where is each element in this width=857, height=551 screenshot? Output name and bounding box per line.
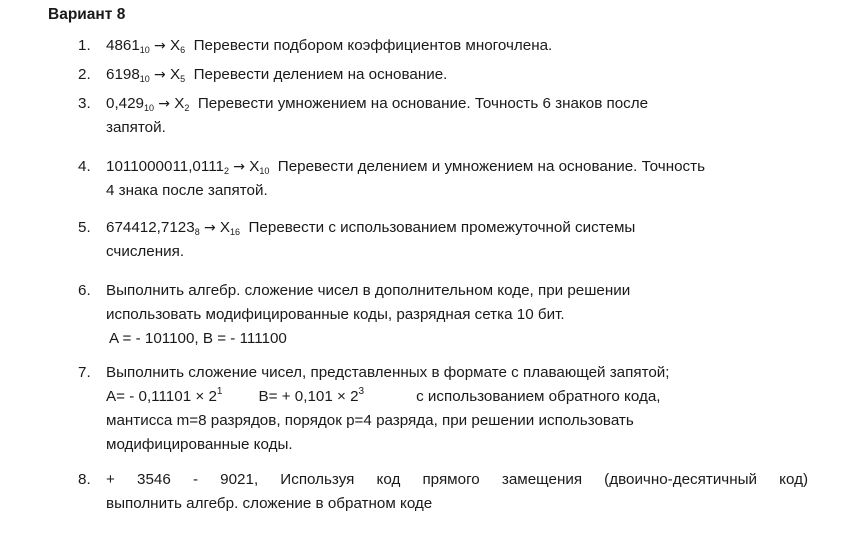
task-text-line-2: счисления. — [106, 243, 185, 260]
arrow-icon: → — [203, 220, 216, 236]
task-number: 3. — [78, 95, 91, 112]
target-symbol: X — [170, 37, 181, 54]
task-body — [106, 361, 808, 457]
task-body — [106, 63, 808, 87]
source-base: 8 — [194, 227, 200, 237]
operand-b: B= + 0,101 × 2 — [258, 388, 359, 405]
arrow-icon: → — [154, 67, 166, 83]
task-text-line-1: + 3546 - 9021, Используя код прямого замещения (двоично-десятичный код) — [106, 471, 808, 488]
task-number: 4. — [78, 158, 91, 175]
operand-a: A= - 0,11101 × 2 — [106, 388, 217, 405]
task-body — [106, 216, 808, 264]
target-symbol: X — [249, 158, 260, 175]
task-text-line-2: запятой. — [106, 119, 166, 136]
target-symbol: X — [174, 95, 185, 112]
source-value: 674412,7123 — [106, 219, 195, 236]
arrow-icon: → — [233, 159, 245, 175]
source-base: 10 — [139, 74, 150, 84]
task-text-line-2: 4 знака после запятой. — [106, 182, 268, 199]
arrow-icon: → — [158, 96, 170, 112]
target-base: 10 — [259, 166, 270, 176]
task-body — [106, 468, 808, 516]
target-symbol: X — [170, 66, 181, 83]
arrow-icon: → — [154, 38, 166, 54]
operand-b-exponent: 3 — [358, 386, 365, 397]
task-text-line-4: модифицированные коды. — [106, 436, 293, 453]
source-value: 1011000011,0111 — [106, 158, 224, 175]
operand-a-exponent: 1 — [216, 386, 223, 397]
task-number: 2. — [78, 66, 91, 83]
task-number: 8. — [78, 471, 91, 488]
task-number: 7. — [78, 364, 91, 381]
task-text: Перевести подбором коэффициентов многочлена. — [193, 37, 553, 54]
operands: A = - 101100, B = - 111100 — [109, 330, 287, 347]
task-text-line-1: Перевести делением и умножением на основание. Точность — [277, 158, 705, 175]
task-body — [106, 279, 808, 351]
target-base: 6 — [180, 45, 186, 55]
task-body — [106, 92, 808, 140]
task-text-line-1: Выполнить сложение чисел, представленных в формате с плавающей запятой; — [106, 364, 670, 381]
task-text: Перевести делением на основание. — [193, 66, 448, 83]
target-base: 5 — [180, 74, 186, 84]
task-number: 5. — [78, 219, 91, 236]
task-body — [106, 34, 808, 58]
target-base: 16 — [230, 227, 241, 237]
target-base: 2 — [184, 103, 190, 113]
source-value: 6198 — [106, 66, 140, 83]
variant-title: Вариант 8 — [48, 6, 126, 23]
task-number: 6. — [78, 282, 91, 299]
task-text-line-1: Выполнить алгебр. сложение чисел в дополнительном коде, при решении — [106, 282, 631, 299]
source-base: 10 — [144, 103, 155, 113]
task-number: 1. — [78, 37, 91, 54]
target-symbol: X — [219, 219, 231, 236]
source-base: 10 — [139, 45, 150, 55]
source-value: 4861 — [106, 37, 140, 54]
task-text-line-2-tail: с использованием обратного кода, — [416, 388, 661, 405]
task-text-line-2: использовать модифицированные коды, разрядная сетка 10 бит. — [106, 306, 565, 323]
source-value: 0,429 — [106, 95, 145, 112]
task-text-line-2: выполнить алгебр. сложение в обратном коде — [106, 495, 433, 512]
task-text-line-1: Перевести умножением на основание. Точность 6 знаков после — [197, 95, 649, 112]
source-base: 2 — [223, 166, 229, 176]
task-text-line-1: Перевести с использованием промежуточной системы — [248, 219, 636, 236]
task-text-line-3: мантисса m=8 разрядов, порядок p=4 разряда, при решении использовать — [106, 412, 634, 429]
task-body — [106, 155, 808, 203]
